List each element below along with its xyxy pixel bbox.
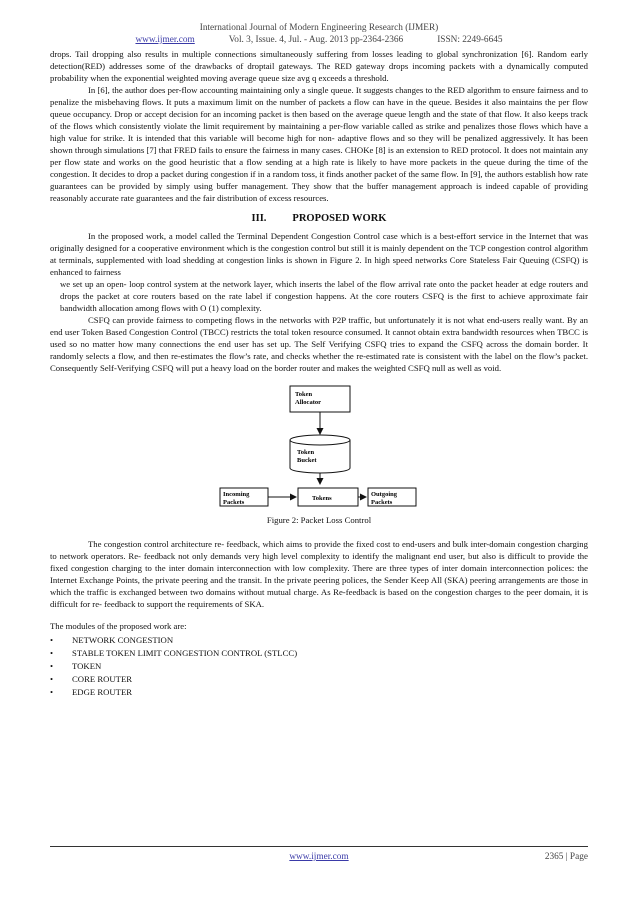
journal-title: International Journal of Modern Engineering Research (IJMER) (199, 23, 439, 33)
section-title: PROPOSED WORK (292, 213, 387, 224)
list-item: • TOKEN (50, 660, 588, 673)
section-number: III. (251, 213, 267, 224)
paragraph-csfq: CSFQ can provide fairness to competing flows in the networks with P2P traffic, but unfortunately it is not what end-users really want. By an end user Token Based Congestion Control (TBCC) restricts the total token resource consumed. It cannot obtain extra bandwidth resources when TBCC is used so no matter how many connections the end user has set up. The Self Verifying CSFQ tries to expand the CSFQ across the domain border. It randomly selects a flow, and then re-estimates the flow’s rate, and checks whether the re-estimated rate is consistent with the label on the flow’s packet. Consequently Self-Verifying CSFQ will put a heavy load on the border router and makes the weighted CSFQ null as well as void. (50, 315, 588, 373)
outgoing-line2: Packets (371, 499, 393, 506)
outgoing-line1: Outgoing (371, 491, 398, 498)
modules-intro: The modules of the proposed work are: (50, 621, 187, 631)
modules-list (50, 634, 588, 699)
page-number: 2365 | Page (544, 852, 588, 862)
token-bucket-line1: Token (297, 449, 315, 456)
incoming-line2: Packets (223, 499, 245, 506)
body-content (50, 48, 588, 699)
token-bucket-top (290, 435, 350, 445)
list-item: • CORE ROUTER (50, 673, 588, 686)
flow-diagram (50, 382, 588, 510)
paragraph-open-loop: we set up an open- loop control system at the network layer, which inserts the label of the flow arrival rate onto the packet header at edge routers and drops the packet at core routers based on the rate label if congestion happens. At the core routers CSFQ is the first to achieve approximate fair bandwidth allocation among flows with O (1) complexity. (60, 279, 588, 313)
footer-divider (50, 846, 588, 847)
token-allocator-line2: Allocator (295, 399, 321, 406)
figure-caption: Figure 2: Packet Loss Control (266, 515, 372, 525)
footer-url-link[interactable]: www.ijmer.com (289, 852, 349, 862)
section-heading (50, 213, 588, 225)
list-item: • STABLE TOKEN LIMIT CONGESTION CONTROL (STLCC) (50, 647, 588, 660)
paragraph-drops: drops. Tail dropping also results in multiple connections simultaneously suffering from losses leading to global synchronization [6]. Random early detection(RED) addresses some of the drawbacks of droptail gateways. The RED gateway drops incoming packets with a dynamically computed probability when the exponential weighted moving average queue size avg q exceeds a threshold. (50, 49, 588, 83)
token-bucket-line2: Bucket (297, 457, 317, 464)
paragraph-proposed-model: In the proposed work, a model called the Terminal Dependent Congestion Control case which is a best-effort service in the Internet that was originally designed for a cooperative environment which is the congestion control but still it is mainly dependent on the TCP congestion control algorithm at terminals, supplemented with load shedding at congestion links is shown in Figure 2. In high speed networks Core Stateless Fair Queuing (CSFQ) is enhanced to fairness (50, 231, 588, 277)
journal-url-link[interactable]: www.ijmer.com (135, 35, 195, 45)
list-item: • NETWORK CONGESTION (50, 634, 588, 647)
incoming-line1: Incoming (223, 491, 250, 498)
issn-info: ISSN: 2249-6645 (437, 35, 503, 45)
figure-packet-loss-control (50, 382, 588, 510)
volume-info: Vol. 3, Issue. 4, Jul. - Aug. 2013 pp-2364-2366 (228, 35, 404, 45)
running-header (40, 22, 598, 46)
paragraph-re-feedback: The congestion control architecture re- feedback, which aims to provide the fixed cost to end-users and bulk inter-domain congestion charging to network operators. Re- feedback not only demands very high level complexity to identify the malignant end user, but also is difficult to provide the fixed congestion charging to the inter domain interconnection with low complexity. There are three types of inter domain interconnection polices: the Internet Exchange Points, the private peering and the transit. In the private peering polices, the Sender Keep All (SKA) peering arrangements are those in which the traffic is exchanged between two domains without mutual charge. As Re-feedback is based on the congestion charges to the peer domain, it is difficult for re- feedback to support the requirements of SKA. (50, 539, 588, 609)
paragraph-fred: In [6], the author does per-flow accounting maintaining only a single queue. It suggests changes to the RED algorithm to ensure fairness and to penalize the misbehaving flows. It puts a maximum limit on the number of packets a flow can have in the queue. Besides it also maintains the per flow queue occupancy. Drop or accept decision for an incoming packet is then based on the average queue length and the state of that flow. It also keeps track of the flows which consistently violate the limit requirement by maintaining a per-flow variable called as strike and penalizes those flows which have a high value for strike. It is intended that this variable will become high for non- adaptive flows and so they will be penalized aggressively. It has been shown through simulations [7] that FRED fails to ensure the fairness in many cases. CHOKe [8] is an extension to RED protocol. It does not maintain any per flow state and works on the good heuristic that a flow sending at a high rate is likely to have more packets in the queue during the time of the congestion. It decides to drop a packet during congestion if in a random toss, it finds another packet of the same flow. In [9], the authors establish how rate guarantees can be provided by simply using buffer management. They show that the buffer management approach is indeed capable of providing reasonably accurate rate guarantees and the fair distribution of excess resources. (50, 85, 588, 203)
list-item: • EDGE ROUTER (50, 686, 588, 699)
token-allocator-line1: Token (295, 391, 313, 398)
tokens-label: Tokens (312, 495, 332, 502)
